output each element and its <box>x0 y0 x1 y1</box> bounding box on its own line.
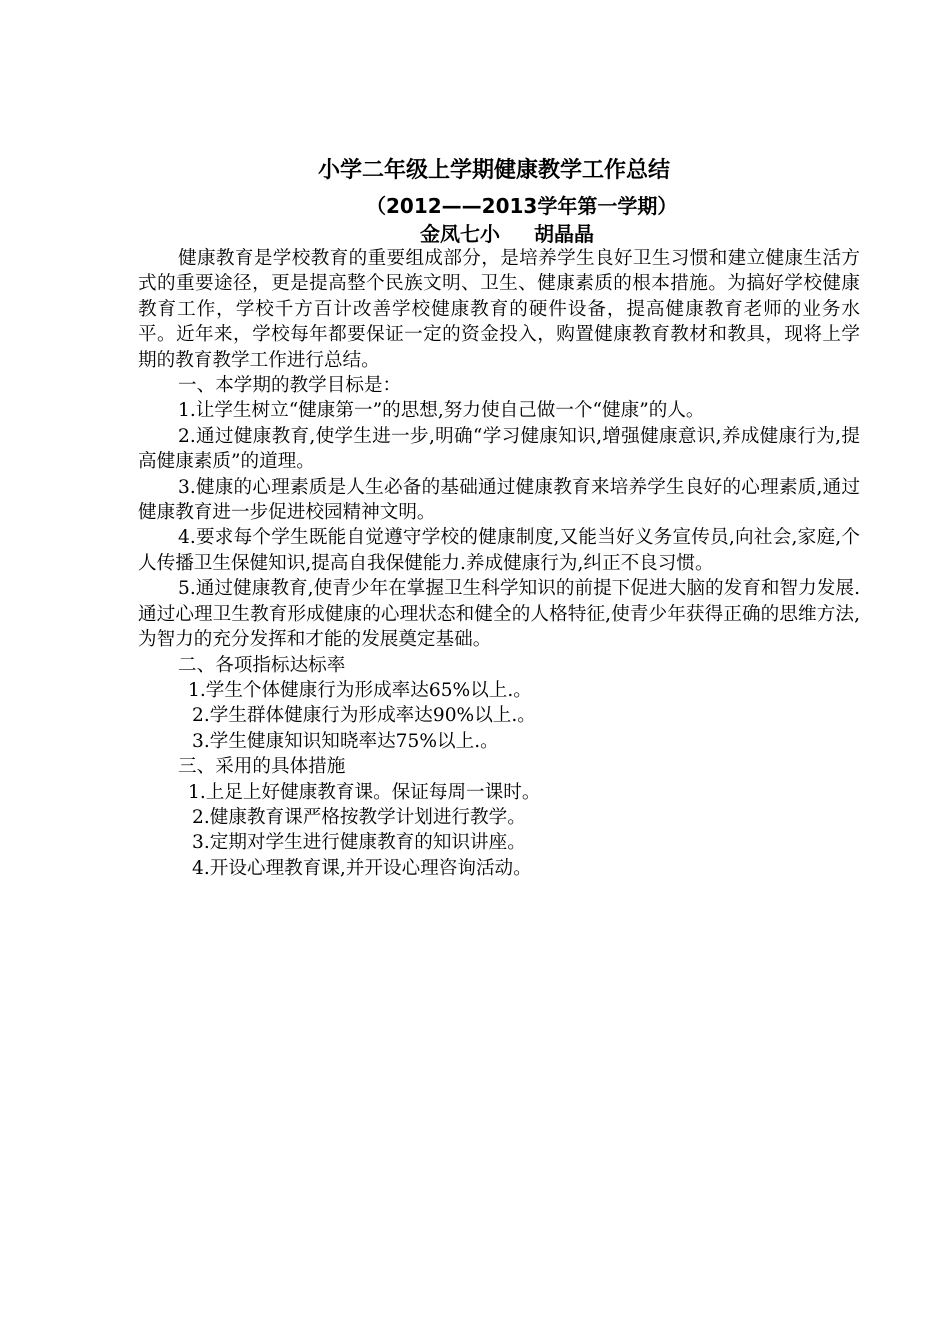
author-line <box>420 220 594 248</box>
section-heading-targets: 二、各项指标达标率 <box>178 654 346 676</box>
goal-item: 1.让学生树立“健康第一”的思想,努力使自己做一个“健康”的人。 <box>178 400 705 422</box>
target-item: 3.学生健康知识知晓率达75%以上.。 <box>192 730 499 752</box>
goal-item: 4.要求每个学生既能自觉遵守学校的健康制度,又能当好义务宣传员,向社会,家庭,个人传播卫生保健知识,提高自我保健能力.养成健康行为,纠正不良习惯。 <box>138 527 860 574</box>
goal-item: 5.通过健康教育,使青少年在掌握卫生科学知识的前提下促进大脑的发育和智力发展.通过心理卫生教育形成健康的心理状态和健全的人格特征,使青少年获得正确的思维方法,为智力的充分发挥和才能的发展奠定基础。 <box>138 578 860 651</box>
goal-item: 3.健康的心理素质是人生必备的基础通过健康教育来培养学生良好的心理素质,通过健康教育进一步促进校园精神文明。 <box>138 476 860 524</box>
school-name: 金凤七小 <box>420 222 500 246</box>
author-name: 胡晶晶 <box>534 222 594 246</box>
goal-item: 2.通过健康教育,使学生进一步,明确“学习健康知识,增强健康意识,养成健康行为,提高健康素质”的道理。 <box>138 425 860 473</box>
document-body <box>138 246 860 881</box>
document-subtitle: （2012——2013学年第一学期） <box>366 194 678 218</box>
measure-item: 3.定期对学生进行健康教育的知识讲座。 <box>192 832 526 854</box>
measure-item: 4.开设心理教育课,并开设心理咨询活动。 <box>192 857 532 879</box>
document-title: 小学二年级上学期健康教学工作总结 <box>318 158 671 183</box>
target-item: 2.学生群体健康行为形成率达90%以上.。 <box>192 705 536 727</box>
measure-item: 1.上足上好健康教育课。保证每周一课时。 <box>188 781 541 803</box>
measure-item: 2.健康教育课严格按教学计划进行教学。 <box>192 806 526 828</box>
section-heading-measures: 三、采用的具体措施 <box>178 756 346 778</box>
intro-paragraph: 健康教育是学校教育的重要组成部分，是培养学生良好卫生习惯和建立健康生活方式的重要途径，更是提高整个民族文明、卫生、健康素质的根本措施。为搞好学校健康教育工作，学校千方百计改善学校健康教育的硬件设备，提高健康教育老师的业务水平。近年来，学校每年都要保证一定的资金投入，购置健康教育教材和教具，现将上学期的教育教学工作进行总结。 <box>138 248 860 371</box>
target-item: 1.学生个体健康行为形成率达65%以上.。 <box>188 679 532 701</box>
section-heading-goals: 一、本学期的教学目标是： <box>178 375 402 397</box>
